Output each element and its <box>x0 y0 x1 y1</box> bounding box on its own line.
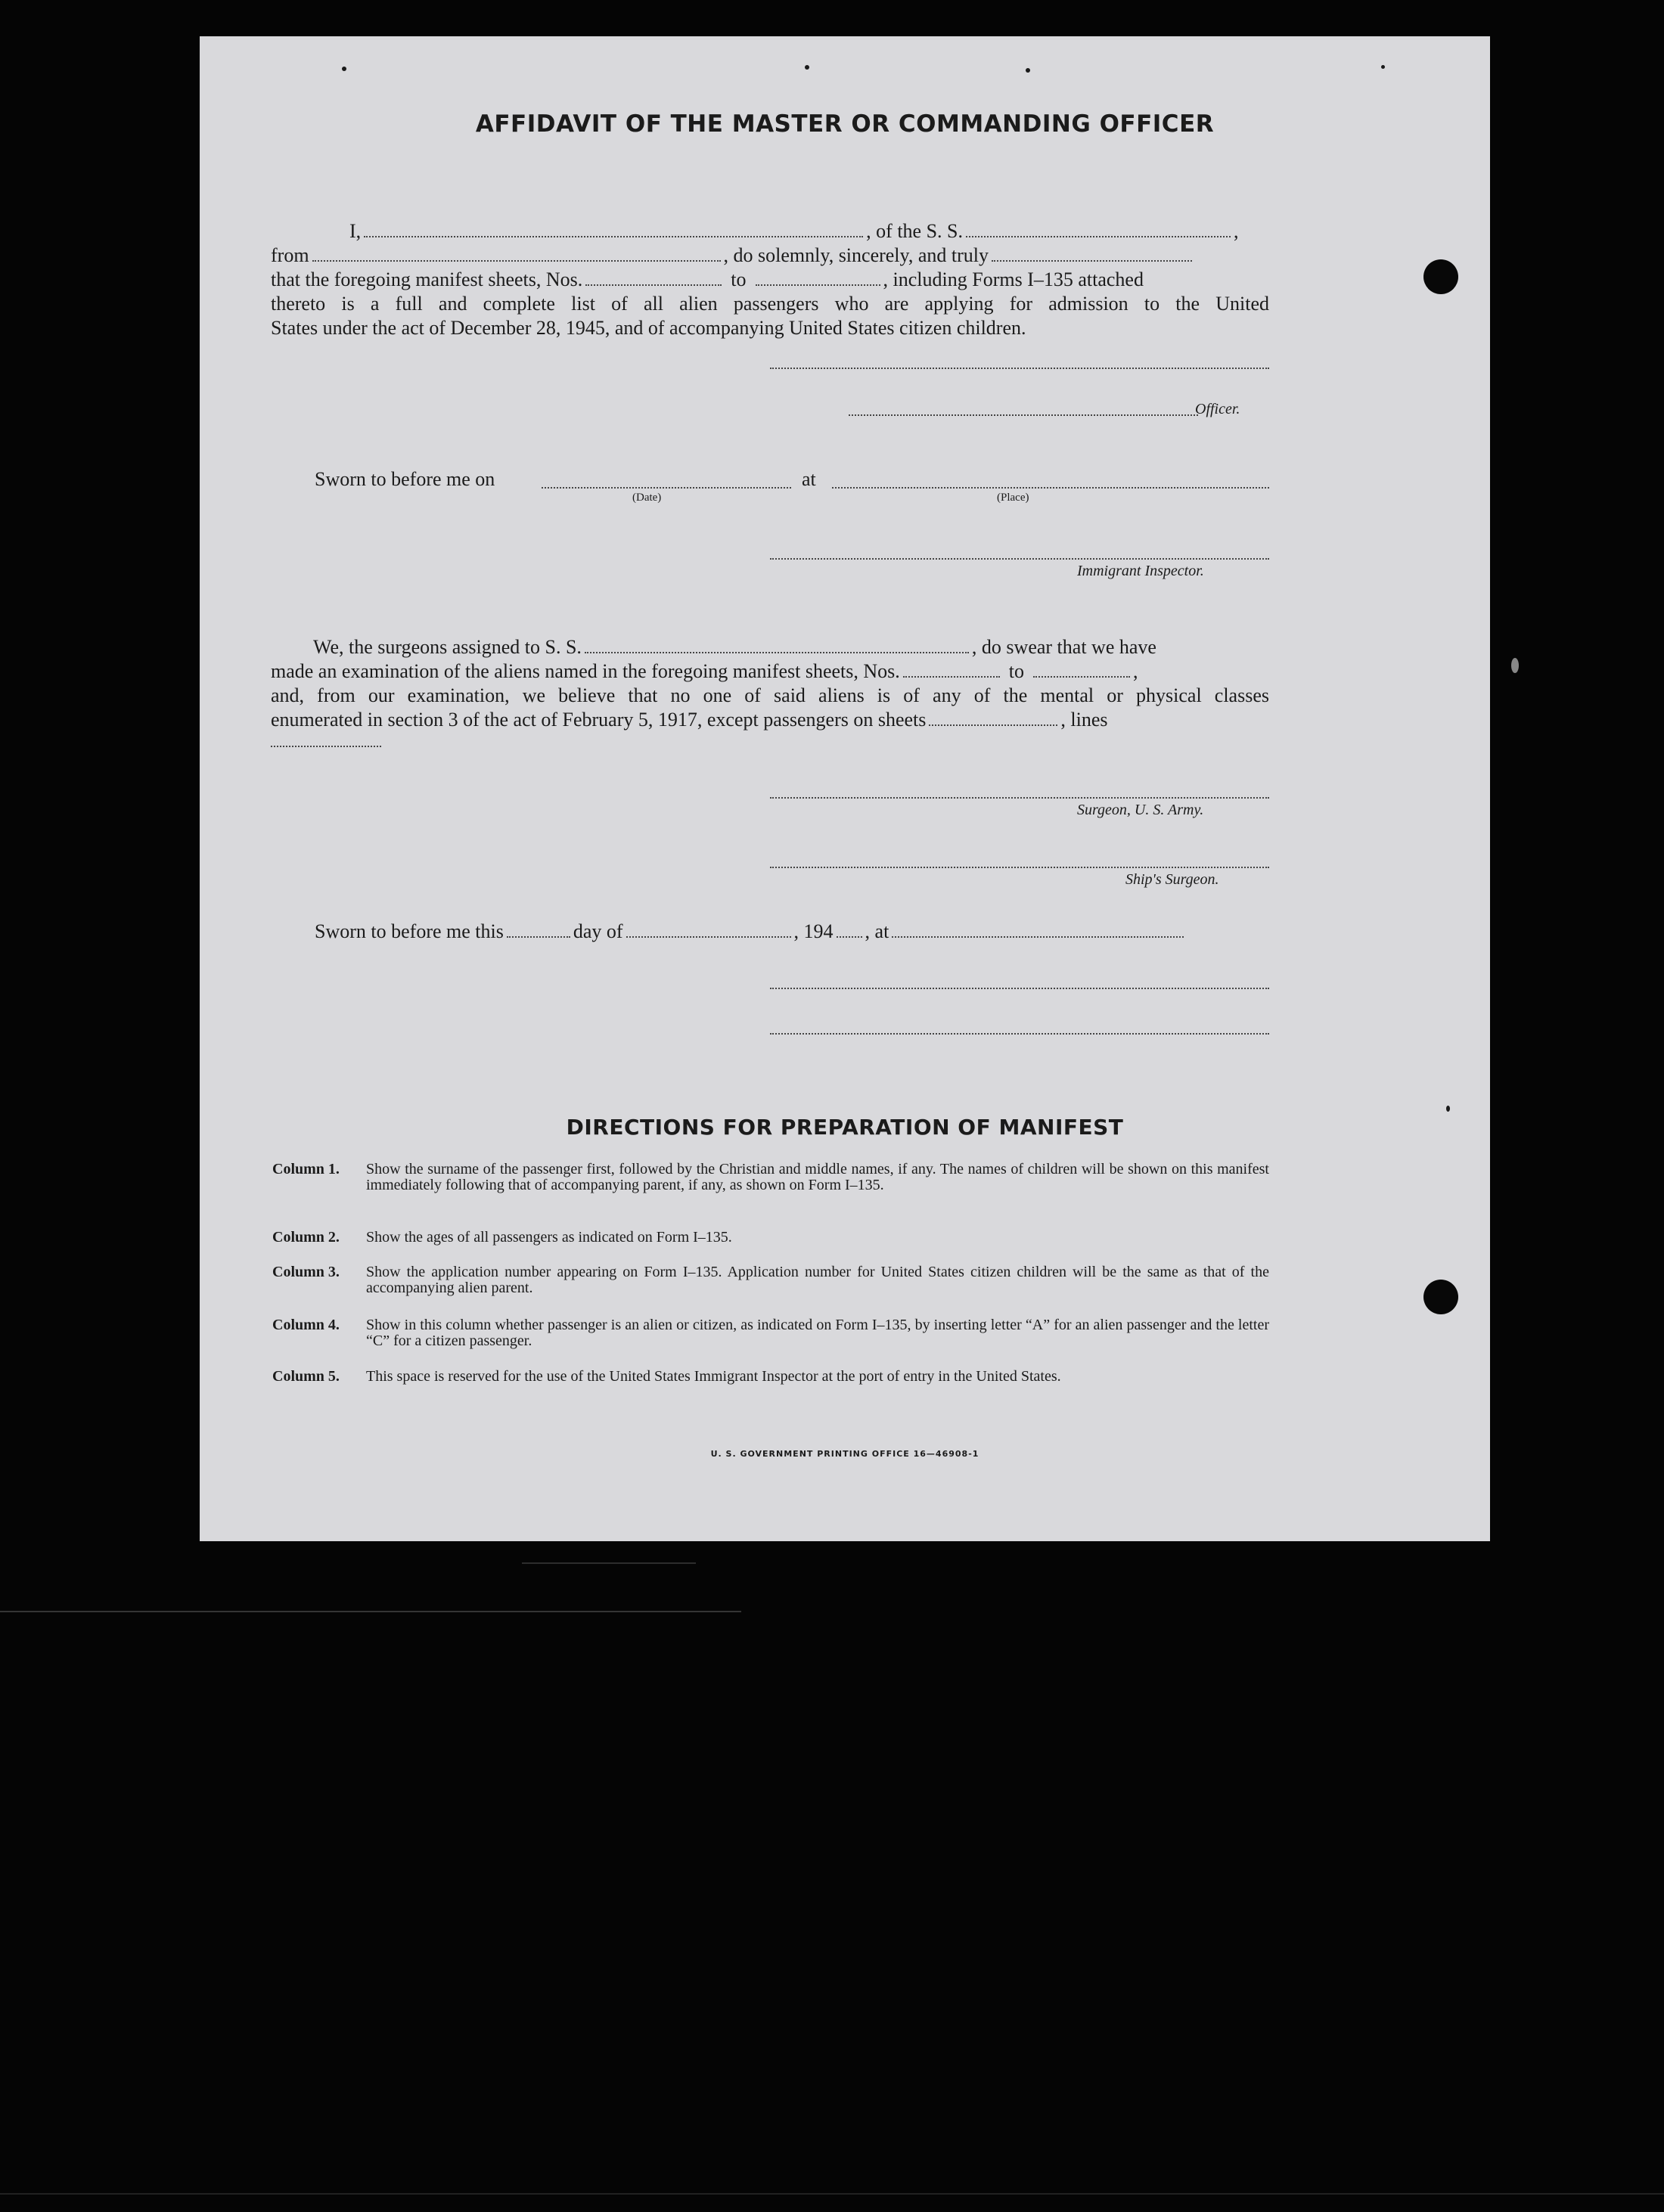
direction-column-2: Column 2. Show the ages of all passengers as indicated on Form I–135. <box>272 1229 732 1246</box>
sworn-date-blank[interactable] <box>542 487 791 489</box>
surgeon-sheet-from-blank[interactable] <box>903 661 1000 678</box>
ship-surgeon-signature-line[interactable] <box>770 867 1269 868</box>
scan-speck <box>805 65 809 70</box>
name-blank[interactable] <box>364 221 863 237</box>
sworn-place-blank[interactable] <box>832 487 1269 489</box>
punch-hole-bottom <box>1423 1280 1458 1314</box>
surgeon-ship-blank[interactable] <box>585 637 969 653</box>
affidavit-line-2: from , do solemnly, sincerely, and truly <box>271 244 1269 268</box>
sworn-signature-line-1[interactable] <box>770 988 1269 989</box>
master-signature-line[interactable] <box>770 368 1269 369</box>
sheet-from-blank[interactable] <box>585 269 722 286</box>
army-surgeon-caption: Surgeon, U. S. Army. <box>1077 802 1204 818</box>
inspector-caption: Immigrant Inspector. <box>1077 563 1204 579</box>
surgeons-line-1: We, the surgeons assigned to S. S. , do swear that we have <box>313 636 1156 658</box>
sworn-at-blank[interactable] <box>892 921 1184 938</box>
surgeon-sheet-to-blank[interactable] <box>1033 661 1130 678</box>
officer-signature-line[interactable] <box>849 414 1198 416</box>
affirm-blank[interactable] <box>992 245 1192 262</box>
directions-title: DIRECTIONS FOR PREPARATION OF MANIFEST <box>566 1115 1124 1140</box>
scan-speck <box>1381 65 1385 69</box>
surgeons-line-3: and, from our examination, we believe that no one of said aliens is of any of the mental or physical classes <box>271 684 1269 706</box>
ship-surgeon-caption: Ship's Surgeon. <box>1125 871 1219 888</box>
printer-imprint: U. S. GOVERNMENT PRINTING OFFICE 16—46908-1 <box>710 1449 979 1459</box>
scan-speck <box>1446 1106 1450 1112</box>
direction-column-1: Column 1. Show the surname of the passenger first, followed by the Christian and middle names, if any. The names of children will be shown on this manifest immediately following that of accompanying parent, if any, as shown on Form I–135. <box>272 1161 1269 1193</box>
sworn-year-blank[interactable] <box>837 921 862 938</box>
sheet-to-blank[interactable] <box>756 269 880 286</box>
ship-name-blank[interactable] <box>966 221 1231 237</box>
officer-caption: Officer. <box>1195 401 1240 417</box>
direction-column-4: Column 4. Show in this column whether passenger is an alien or citizen, as indicated on Form I–135, by inserting letter “A” for an alien passenger and the letter “C” for a citizen passenger. <box>272 1317 1269 1349</box>
sworn-at-word: at <box>802 468 816 490</box>
scan-speck <box>342 67 346 71</box>
affidavit-line-3: that the foregoing manifest sheets, Nos. to , including Forms I–135 attached <box>271 268 1144 290</box>
affidavit-title: AFFIDAVIT OF THE MASTER OR COMMANDING OFFICER <box>475 110 1215 138</box>
lines-blank[interactable] <box>271 746 381 747</box>
sworn-signature-line-2[interactable] <box>770 1033 1269 1035</box>
affidavit-line-4: thereto is a full and complete list of all alien passengers who are applying for admission to the United <box>271 293 1269 315</box>
affidavit-line-1: I, , of the S. S. , <box>349 220 1239 242</box>
sworn-before-line: Sworn to before me on <box>315 468 495 490</box>
scan-artifact-line <box>522 1562 696 1564</box>
army-surgeon-signature-line[interactable] <box>770 797 1269 799</box>
scan-speck <box>1511 658 1519 673</box>
form-sheet <box>200 36 1490 1541</box>
from-blank[interactable] <box>312 245 721 262</box>
affidavit-line-5: States under the act of December 28, 1945, and of accompanying United States citizen children. <box>271 317 1026 339</box>
surgeons-line-4: enumerated in section 3 of the act of February 5, 1917, except passengers on sheets , lines <box>271 709 1108 731</box>
punch-hole-top <box>1423 259 1458 294</box>
place-caption: (Place) <box>997 492 1029 504</box>
direction-column-5: Column 5. This space is reserved for the use of the United States Immigrant Inspector at the port of entry in the United States. <box>272 1368 1061 1385</box>
direction-column-3: Column 3. Show the application number appearing on Form I–135. Application number for United States citizen children will be the same as that of the accompanying alien parent. <box>272 1264 1269 1296</box>
date-caption: (Date) <box>632 492 662 504</box>
scan-speck <box>1026 68 1030 73</box>
inspector-signature-line[interactable] <box>770 558 1269 560</box>
sworn-day-line: Sworn to before me this day of , 194 , at <box>315 920 1269 944</box>
sworn-day-blank[interactable] <box>507 921 570 938</box>
except-sheets-blank[interactable] <box>929 709 1057 726</box>
surgeons-line-2: made an examination of the aliens named in the foregoing manifest sheets, Nos. to , <box>271 660 1138 682</box>
scan-artifact-line <box>0 2193 1664 2195</box>
sworn-month-blank[interactable] <box>626 921 791 938</box>
scan-artifact-line <box>0 1611 741 1612</box>
